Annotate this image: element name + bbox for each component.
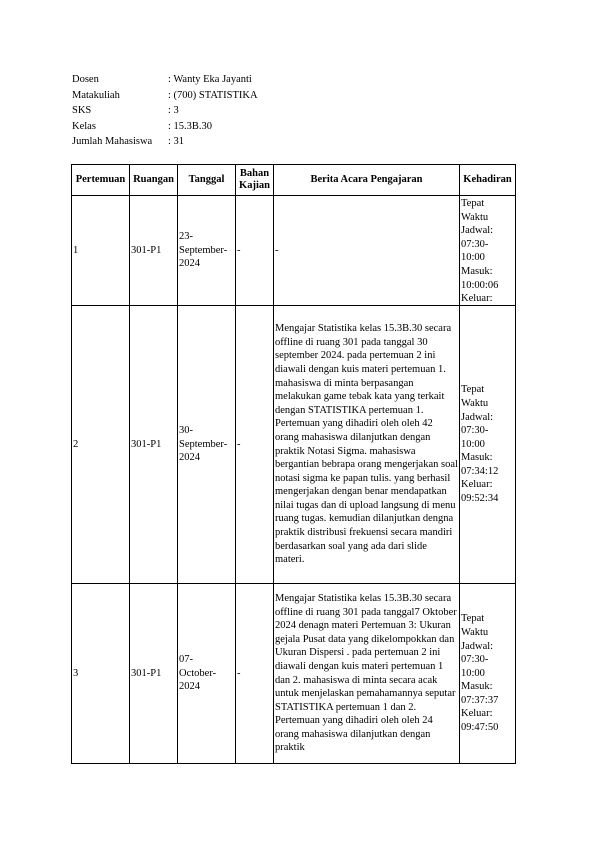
table-row: [72, 196, 516, 306]
cell-kehadiran: [460, 306, 516, 584]
cell-kehadiran-text: Tepat Waktu Jadwal: 07:30- 10:00 Masuk: 07:37:37 Keluar: 09:47:50: [461, 613, 499, 734]
cell-ruangan-text: 301-P1: [131, 438, 162, 450]
cell-berita: [274, 196, 460, 306]
jumlah-mahasiswa-label: Jumlah Mahasiswa: [72, 136, 153, 147]
cell-bahan: [236, 584, 274, 764]
kelas-value: : 15.3B.30: [168, 120, 213, 132]
cell-pertemuan-text: 1: [73, 244, 79, 256]
sks-value: : 3: [168, 105, 179, 116]
cell-ruangan-text: 301-P1: [131, 667, 162, 679]
cell-kehadiran: [460, 584, 516, 764]
cell-berita-text: Mengajar Statistika kelas 15.3B.30 secara offline di ruang 301 pada tanggal 30 september 2024. pada pertemuan 2 ini diawali dengan kuis materi pertemuan 1. mahasiswa di minta berpasangan melakukan game tebak kata yang terkait dengan STATISTIKA pertemuan 1. Pertemuan yang dihadiri oleh oleh 42 orang mahasiswa dilanjutkan dengan praktik Notasi Sigma. mahasiswa bergantian bebrapa orang mengerjakan soal notasi sigma ke papan tulis. yang berhasil mengerjakan dengan benar mendapatkan nilai tugas dan di upload langsung di menu ruang tugas. kemudian dilanjutkan dengna praktik distribusi frekuensi secara mandiri berdasarkan soal yang ada dari slide materi.: [275, 323, 458, 566]
cell-pertemuan-text: 3: [73, 667, 79, 679]
cell-bahan-text: -: [237, 667, 241, 679]
jumlah-mahasiswa-row: [72, 134, 258, 150]
matakuliah-label: Matakuliah: [72, 89, 120, 101]
cell-ruangan: [130, 196, 178, 306]
header-bahan-kajian: Bahan Kajian: [236, 165, 274, 196]
matakuliah-row: [72, 88, 258, 104]
cell-berita-text: -: [275, 244, 279, 256]
cell-pertemuan: [72, 306, 130, 584]
header-berita-acara: Berita Acara Pengajaran: [274, 165, 460, 196]
dosen-value: : Wanty Eka Jayanti: [168, 74, 252, 85]
sks-label: SKS: [72, 105, 92, 116]
header-pertemuan: Pertemuan: [72, 165, 130, 196]
matakuliah-value: : (700) STATISTIKA: [168, 89, 258, 101]
cell-tanggal-text: 30- September- 2024: [179, 425, 228, 464]
cell-bahan-text: -: [237, 244, 241, 256]
cell-tanggal: [178, 196, 236, 306]
cell-tanggal-text: 23- September- 2024: [179, 231, 228, 270]
kelas-label: Kelas: [72, 120, 96, 132]
header-ruangan: Ruangan: [130, 165, 178, 196]
sks-row: [72, 103, 258, 119]
cell-kehadiran-text: Tepat Waktu Jadwal: 07:30- 10:00 Masuk: 10:00:06 Keluar:: [461, 198, 499, 304]
jumlah-mahasiswa-value: : 31: [168, 136, 185, 147]
cell-berita: [274, 584, 460, 764]
table-row: [72, 584, 516, 764]
cell-tanggal-text: 07- October- 2024: [179, 654, 217, 693]
cell-tanggal: [178, 306, 236, 584]
header-kehadiran: Kehadiran: [460, 165, 516, 196]
cell-berita: [274, 306, 460, 584]
kelas-row: [72, 119, 258, 135]
dosen-label: Dosen: [72, 74, 99, 85]
cell-tanggal: [178, 584, 236, 764]
cell-bahan-text: -: [237, 438, 241, 450]
cell-kehadiran: [460, 196, 516, 306]
cell-pertemuan: [72, 196, 130, 306]
dosen-row: [72, 72, 258, 88]
cell-ruangan-text: 301-P1: [131, 244, 162, 256]
cell-ruangan: [130, 584, 178, 764]
table-row: [72, 306, 516, 584]
cell-ruangan: [130, 306, 178, 584]
cell-bahan: [236, 196, 274, 306]
header-tanggal: Tanggal: [178, 165, 236, 196]
cell-bahan: [236, 306, 274, 584]
table-header-row: [72, 165, 516, 196]
course-info: [72, 72, 258, 150]
cell-pertemuan: [72, 584, 130, 764]
cell-pertemuan-text: 2: [73, 438, 79, 450]
cell-kehadiran-text: Tepat Waktu Jadwal: 07:30- 10:00 Masuk: 07:34:12 Keluar: 09:52:34: [461, 384, 499, 505]
attendance-table: [71, 164, 516, 764]
cell-berita-text: Mengajar Statistika kelas 15.3B.30 secara offline di ruang 301 pada tanggal7 Oktober 2024 denagn materi Pertemuan 3: Ukuran gejala Pusat data yang dikelompokkan dan Ukuran Dispersi . pada pertemuan 2 ini diawali dengan kuis materi pertemuan 1 dan 2. mahasiswa di minta secara acak untuk menjelaskan pemahamannya seputar STATISTIKA pertemuan 1 dan 2. Pertemuan yang dihadiri oleh oleh 24 orang mahasiswa dilanjutkan dengan praktik: [275, 592, 457, 754]
